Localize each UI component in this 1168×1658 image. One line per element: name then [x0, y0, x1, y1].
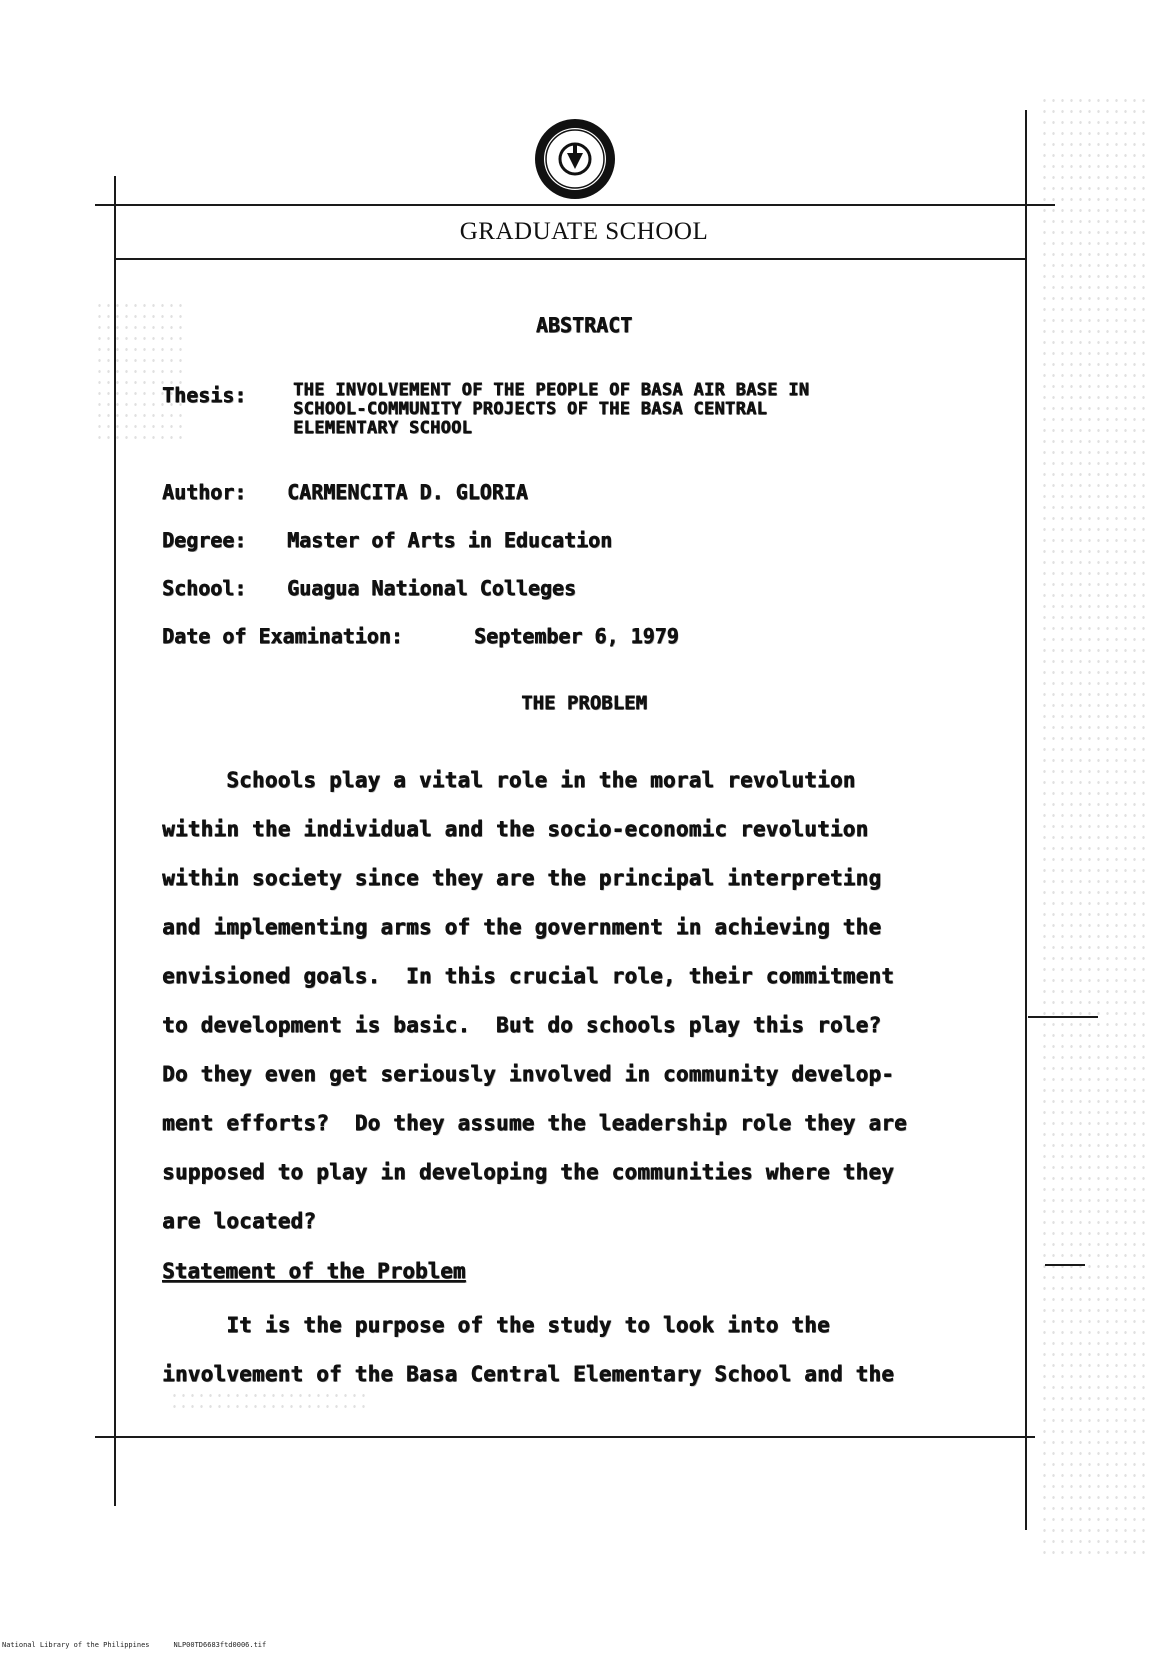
page-title: GRADUATE SCHOOL — [459, 218, 709, 245]
school-field — [162, 576, 576, 600]
degree-field — [162, 528, 612, 552]
school-value: Guagua National Colleges — [287, 576, 576, 600]
date-field — [162, 624, 679, 648]
paragraph-line: within society since they are the principal interpreting — [162, 866, 882, 890]
paragraph-line: ment efforts? Do they assume the leadership role they are — [162, 1111, 907, 1135]
paragraph-line: envisioned goals. In this crucial role, their commitment — [162, 964, 895, 988]
margin-tick — [1045, 1264, 1085, 1266]
paragraph-line: supposed to play in developing the communities where they — [162, 1160, 895, 1184]
thesis-label: Thesis: — [162, 383, 247, 407]
paragraph-line: and implementing arms of the government in achieving the — [162, 915, 882, 939]
thesis-title — [293, 381, 809, 438]
paragraph-line: within the individual and the socio-economic revolution — [162, 817, 869, 841]
file-id: NLP00TD6683ftd0006.tif — [173, 1641, 267, 1649]
paragraph-line: are located? — [162, 1209, 317, 1233]
paragraph-line: Schools play a vital role in the moral revolution — [162, 768, 856, 792]
date-value: September 6, 1979 — [474, 624, 679, 648]
paragraph-line: Do they even get seriously involved in community develop- — [162, 1062, 895, 1086]
footer-rule — [95, 1436, 1035, 1438]
degree-value: Master of Arts in Education — [287, 528, 613, 552]
school-label: School: — [162, 576, 247, 600]
date-label: Date of Examination: — [162, 624, 403, 648]
college-seal-icon — [533, 117, 617, 201]
margin-line-left — [114, 176, 116, 1506]
problem-heading: THE PROBLEM — [521, 692, 647, 714]
header-rule-top — [95, 204, 1055, 206]
author-value: CARMENCITA D. GLORIA — [287, 480, 528, 504]
header-rule-bottom — [115, 258, 1025, 260]
library-name: National Library of the Philippines — [2, 1641, 150, 1649]
author-label: Author: — [162, 480, 247, 504]
thesis-line: SCHOOL-COMMUNITY PROJECTS OF THE BASA CENTRAL — [293, 399, 768, 419]
author-field — [162, 480, 528, 504]
paragraph-line: It is the purpose of the study to look into the — [162, 1313, 830, 1337]
thesis-line: ELEMENTARY SCHOOL — [293, 418, 473, 438]
abstract-heading: ABSTRACT — [535, 313, 633, 337]
statement-heading: Statement of the Problem — [162, 1259, 466, 1283]
thesis-line: THE INVOLVEMENT OF THE PEOPLE OF BASA AIR BASE IN — [293, 380, 810, 400]
paragraph-line: to development is basic. But do schools play this role? — [162, 1013, 882, 1037]
scan-noise-bottom — [170, 1390, 370, 1412]
paragraph-line: involvement of the Basa Central Elementary School and the — [162, 1362, 895, 1386]
scan-footer — [2, 1641, 290, 1649]
degree-label: Degree: — [162, 528, 247, 552]
margin-tick — [1028, 1016, 1098, 1018]
